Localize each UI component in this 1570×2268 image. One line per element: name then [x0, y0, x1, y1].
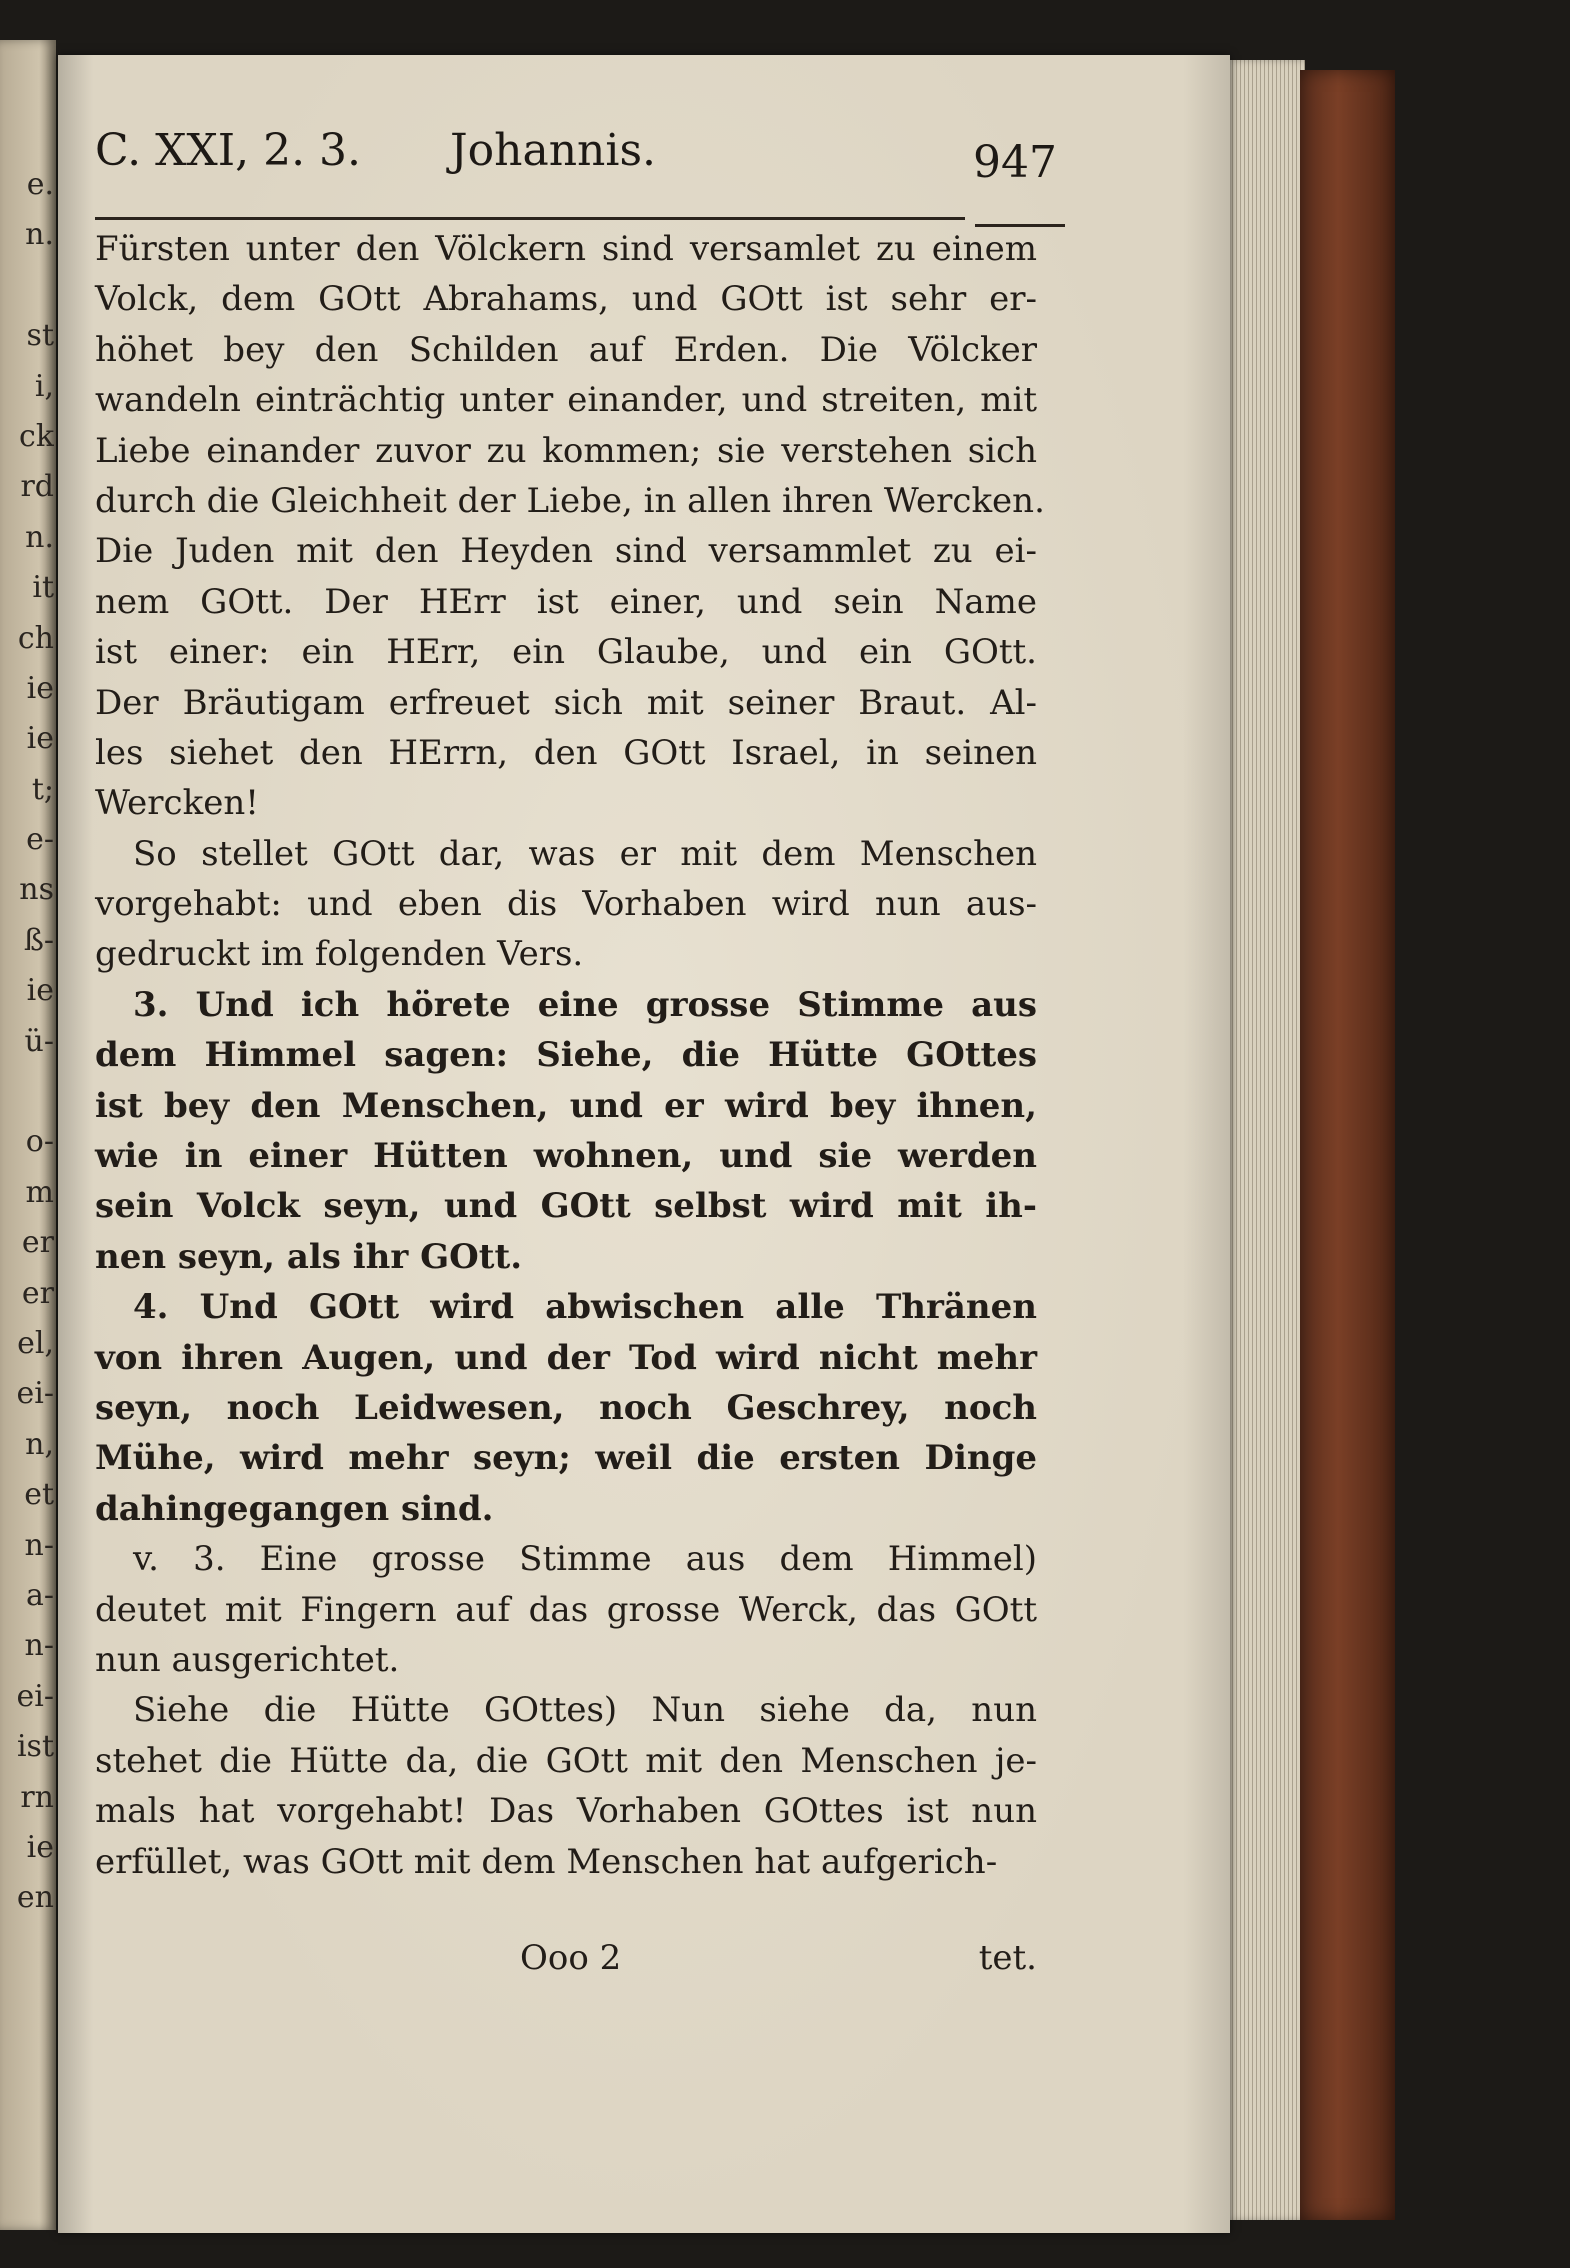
margin-fragment: ch: [17, 620, 54, 656]
text-line: wandeln einträchtig unter einander, und streiten, mit: [95, 380, 1037, 421]
margin-fragment: m: [25, 1174, 54, 1210]
margin-fragment: a-: [25, 1577, 54, 1613]
verse-3: [95, 980, 1037, 1282]
text-line: stehet die Hütte da, die GOtt mit den Menschen je-: [95, 1740, 1037, 1781]
margin-fragment: en: [16, 1880, 54, 1916]
book-cover: [1300, 70, 1395, 2220]
text-line: seyn, noch Leidwesen, noch Geschrey, noch: [95, 1387, 1037, 1428]
margin-fragment: o-: [25, 1124, 54, 1160]
text-line: Liebe einander zuvor zu kommen; sie verstehen sich: [95, 430, 1037, 471]
text-line: Siehe die Hütte GOttes) Nun siehe da, nun: [133, 1690, 1037, 1731]
margin-fragment: el,: [17, 1325, 54, 1361]
text-line: erfüllet, was GOtt mit dem Menschen hat aufgerich-: [95, 1841, 998, 1882]
margin-fragment: e-: [26, 822, 54, 858]
text-line: ist einer: ein HErr, ein Glaube, und ein GOtt.: [95, 632, 1037, 673]
signature-mark: Ooo 2: [520, 1938, 622, 1978]
margin-fragment: [2, 261, 54, 311]
header-rule: [95, 217, 965, 220]
text-line: von ihren Augen, und der Tod wird nicht mehr: [95, 1337, 1037, 1378]
text-line: höhet bey den Schilden auf Erden. Die Völcker: [95, 329, 1037, 370]
text-line: Der Bräutigam erfreuet sich mit seiner Braut. Al-: [95, 682, 1037, 723]
margin-fragment: n-: [24, 1628, 54, 1664]
margin-fragment: n.: [25, 519, 54, 555]
text-line: v. 3. Eine grosse Stimme aus dem Himmel): [133, 1539, 1037, 1580]
running-header: [95, 125, 1060, 210]
text-line: vorgehabt: und eben dis Vorhaben wird nun aus-: [95, 884, 1037, 925]
catchword: tet.: [978, 1938, 1037, 1978]
paragraph-summary: [95, 829, 1037, 980]
commentary-verse-3: [95, 1534, 1037, 1685]
text-line: dahingegangen sind.: [95, 1488, 494, 1529]
left-facing-page: [0, 40, 56, 2230]
margin-fragment: ie: [26, 973, 54, 1009]
text-line: 3. Und ich hörete eine grosse Stimme aus: [133, 984, 1037, 1025]
margin-fragment: er: [21, 1225, 54, 1261]
text-line: nem GOtt. Der HErr ist einer, und sein Name: [95, 581, 1037, 622]
margin-fragment: it: [32, 570, 54, 606]
margin-fragment: [2, 1067, 54, 1117]
verse-4: [95, 1282, 1037, 1534]
text-line: ist bey den Menschen, und er wird bey ihnen,: [95, 1085, 1037, 1126]
text-line: wie in einer Hütten wohnen, und sie werden: [95, 1136, 1037, 1177]
text-line: les siehet den HErrn, den GOtt Israel, in seinen: [95, 732, 1037, 773]
text-line: nun ausgerichtet.: [95, 1639, 400, 1680]
page-body: [95, 224, 1045, 1887]
margin-fragment: ei-: [16, 1376, 54, 1412]
margin-fragment: n,: [25, 1426, 54, 1462]
chapter-reference: C. XXI, 2. 3.: [95, 125, 362, 176]
margin-fragment: st: [26, 318, 54, 354]
text-line: gedruckt im folgenden Vers.: [95, 934, 584, 975]
margin-fragment: rn: [20, 1779, 54, 1815]
text-line: nen seyn, als ihr GOtt.: [95, 1236, 523, 1277]
text-line: mals hat vorgehabt! Das Vorhaben GOttes ist nun: [95, 1791, 1037, 1832]
margin-fragment: rd: [20, 469, 54, 505]
running-title: Johannis.: [450, 125, 657, 176]
page-footer: [95, 1938, 1037, 1998]
text-line: durch die Gleichheit der Liebe, in allen ihren Wercken.: [95, 480, 1045, 521]
text-line: deutet mit Fingern auf das grosse Werck, das GOtt: [95, 1589, 1037, 1630]
margin-fragment: ü-: [24, 1023, 54, 1059]
text-line: Mühe, wird mehr seyn; weil die ersten Dinge: [95, 1438, 1037, 1479]
text-line: Wercken!: [95, 783, 259, 824]
paragraph-commentary-intro: [95, 224, 1045, 829]
text-line: sein Volck seyn, und GOtt selbst wird mit ih-: [95, 1186, 1037, 1227]
text-line: Die Juden mit den Heyden sind versammlet zu ei-: [95, 531, 1037, 572]
text-line: 4. Und GOtt wird abwischen alle Thränen: [133, 1287, 1037, 1328]
margin-fragment: n-: [24, 1527, 54, 1563]
text-line: Volck, dem GOtt Abrahams, und GOtt ist sehr er-: [95, 279, 1037, 320]
text-line: So stellet GOtt dar, was er mit dem Menschen: [133, 833, 1037, 874]
text-line: dem Himmel sagen: Siehe, die Hütte GOttes: [95, 1035, 1037, 1076]
left-page-margin-text: [2, 160, 54, 1924]
margin-fragment: et: [24, 1477, 54, 1513]
page-block-edges: [1225, 60, 1305, 2220]
margin-fragment: ist: [16, 1729, 54, 1765]
margin-fragment: ns: [19, 872, 54, 908]
commentary-huette-gottes: [95, 1685, 1037, 1887]
margin-fragment: ei-: [16, 1678, 54, 1714]
margin-fragment: ck: [19, 418, 54, 454]
page-number: 947: [973, 137, 1057, 188]
text-line: Fürsten unter den Völckern sind versamlet zu einem: [95, 229, 1037, 269]
margin-fragment: e.: [26, 167, 54, 202]
margin-fragment: ie: [26, 721, 54, 757]
margin-fragment: er: [21, 1275, 54, 1311]
margin-fragment: ß-: [23, 922, 54, 958]
margin-fragment: ie: [26, 670, 54, 706]
margin-fragment: i,: [34, 368, 54, 404]
margin-fragment: ie: [26, 1829, 54, 1865]
margin-fragment: t;: [31, 771, 54, 807]
margin-fragment: n.: [25, 217, 54, 253]
